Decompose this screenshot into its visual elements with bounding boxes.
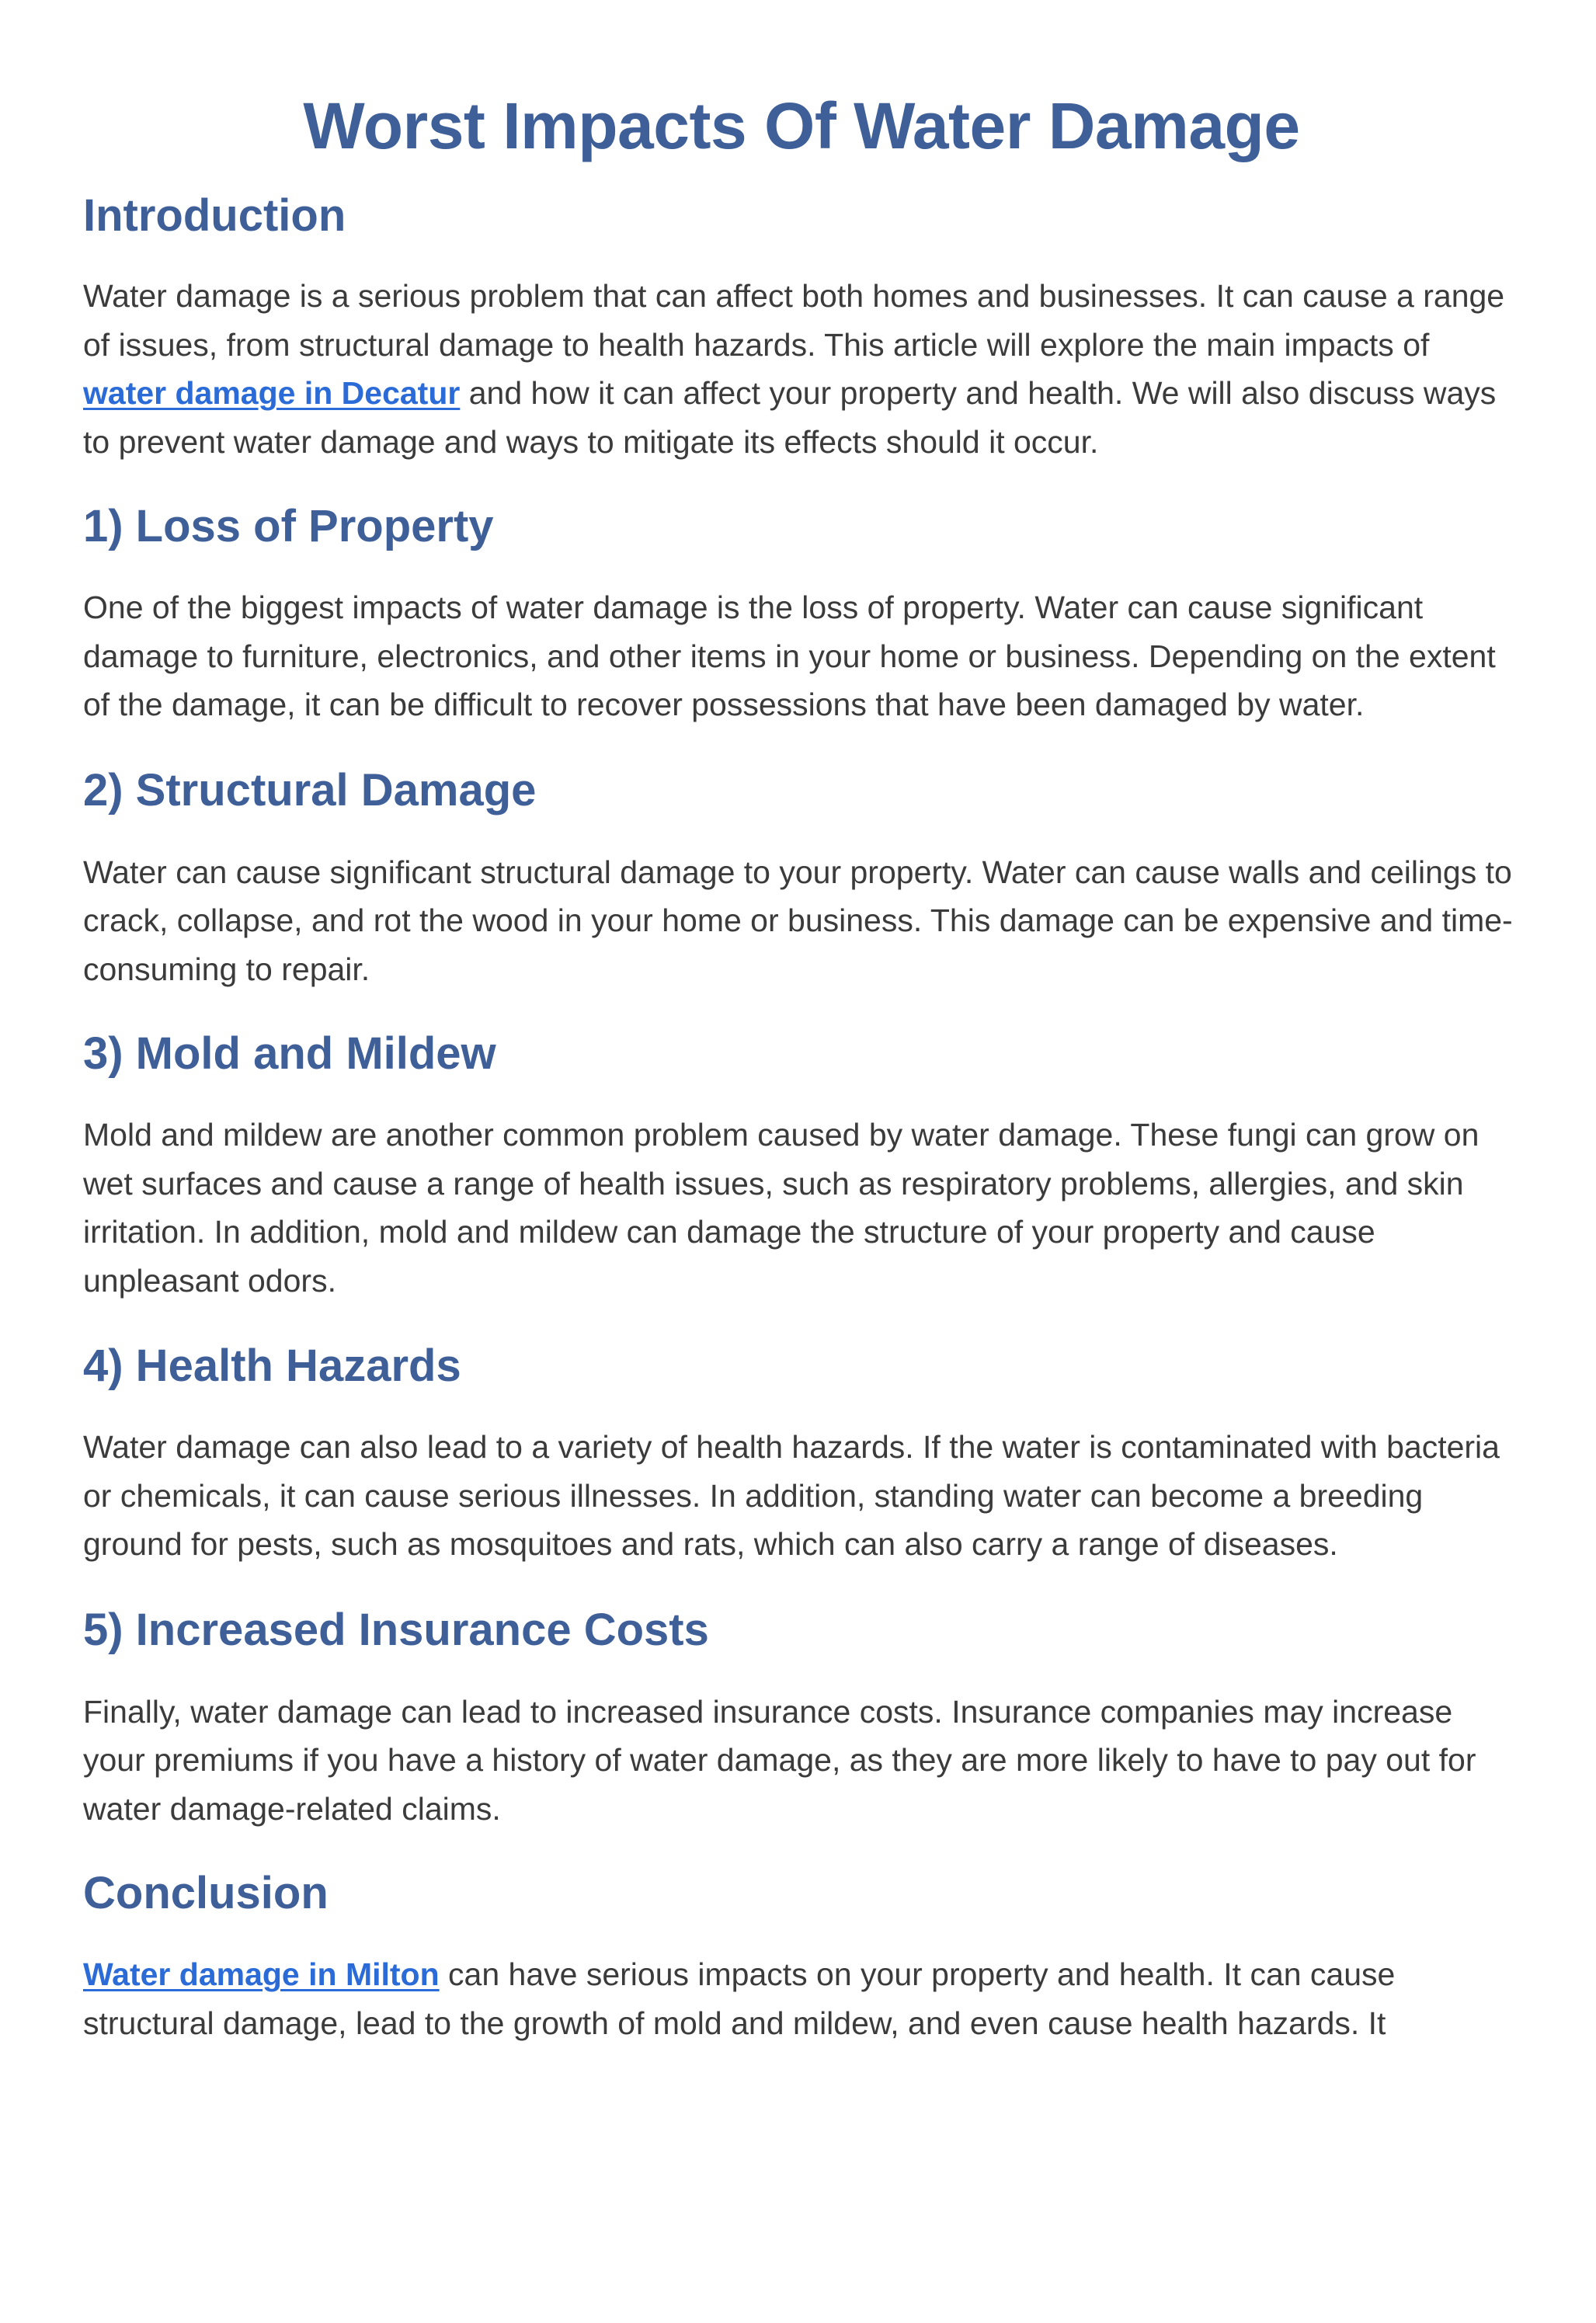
- section-paragraph-loss-of-property: One of the biggest impacts of water damage is the loss of property. Water can cause significant damage to furniture, electronics, and other items in your home or business. Depending on the extent of the damage, it can be difficult to recover possessions that have been damaged by water.: [83, 589, 1496, 722]
- section-paragraph-mold-and-mildew: Mold and mildew are another common problem caused by water damage. These fungi can grow on wet surfaces and cause a range of health issues, such as respiratory problems, allergies, and skin irritation. In addition, mold and mildew can damage the structure of your property and cause unpleasant odors.: [83, 1117, 1480, 1299]
- section-heading-mold-and-mildew: 3) Mold and Mildew: [83, 1028, 496, 1079]
- section-heading-structural-damage: 2) Structural Damage: [83, 764, 537, 815]
- article-page: [83, 0, 1520, 2047]
- section-paragraph-structural-damage: Water can cause significant structural damage to your property. Water can cause walls and ceilings to crack, collapse, and rot the wood in your home or business. This damage can be expensive and time-consuming to repair.: [83, 854, 1513, 987]
- conclusion-text: can have serious impacts on your property and health. It can cause structural damage, lead to the growth of mold and mildew, and even cause health hazards. It: [83, 1956, 1396, 2041]
- conclusion-paragraph: [83, 1950, 1520, 2047]
- introduction-heading: Introduction: [83, 190, 346, 241]
- section-heading-health-hazards: 4) Health Hazards: [83, 1341, 461, 1391]
- introduction-text-end: and how it can affect your property and health. We will also discuss ways to prevent water damage and ways to mitigate its effects should it occur.: [83, 375, 1497, 460]
- conclusion-heading: Conclusion: [83, 1868, 329, 1918]
- section-paragraph-health-hazards: Water damage can also lead to a variety of health hazards. If the water is contaminated with bacteria or chemicals, it can cause serious illnesses. In addition, standing water can become a breeding ground for pests, such as mosquitoes and rats, which can also carry a range of diseases.: [83, 1429, 1500, 1562]
- water-damage-milton-link[interactable]: Water damage in Milton: [83, 1956, 440, 1992]
- section-heading-increased-insurance-costs: 5) Increased Insurance Costs: [83, 1604, 709, 1655]
- introduction-text-start: Water damage is a serious problem that can affect both homes and businesses. It can cause a range of issues, from structural damage to health hazards. This article will explore the main impacts of: [83, 278, 1505, 363]
- page-title: Worst Impacts Of Water Damage: [303, 89, 1300, 162]
- section-heading-loss-of-property: 1) Loss of Property: [83, 501, 494, 551]
- water-damage-decatur-link[interactable]: water damage in Decatur: [83, 375, 461, 411]
- section-paragraph-increased-insurance-costs: Finally, water damage can lead to increased insurance costs. Insurance companies may increase your premiums if you have a history of water damage, as they are more likely to have to pay out for water damage-related claims.: [83, 1693, 1476, 1827]
- introduction-paragraph: [83, 272, 1520, 466]
